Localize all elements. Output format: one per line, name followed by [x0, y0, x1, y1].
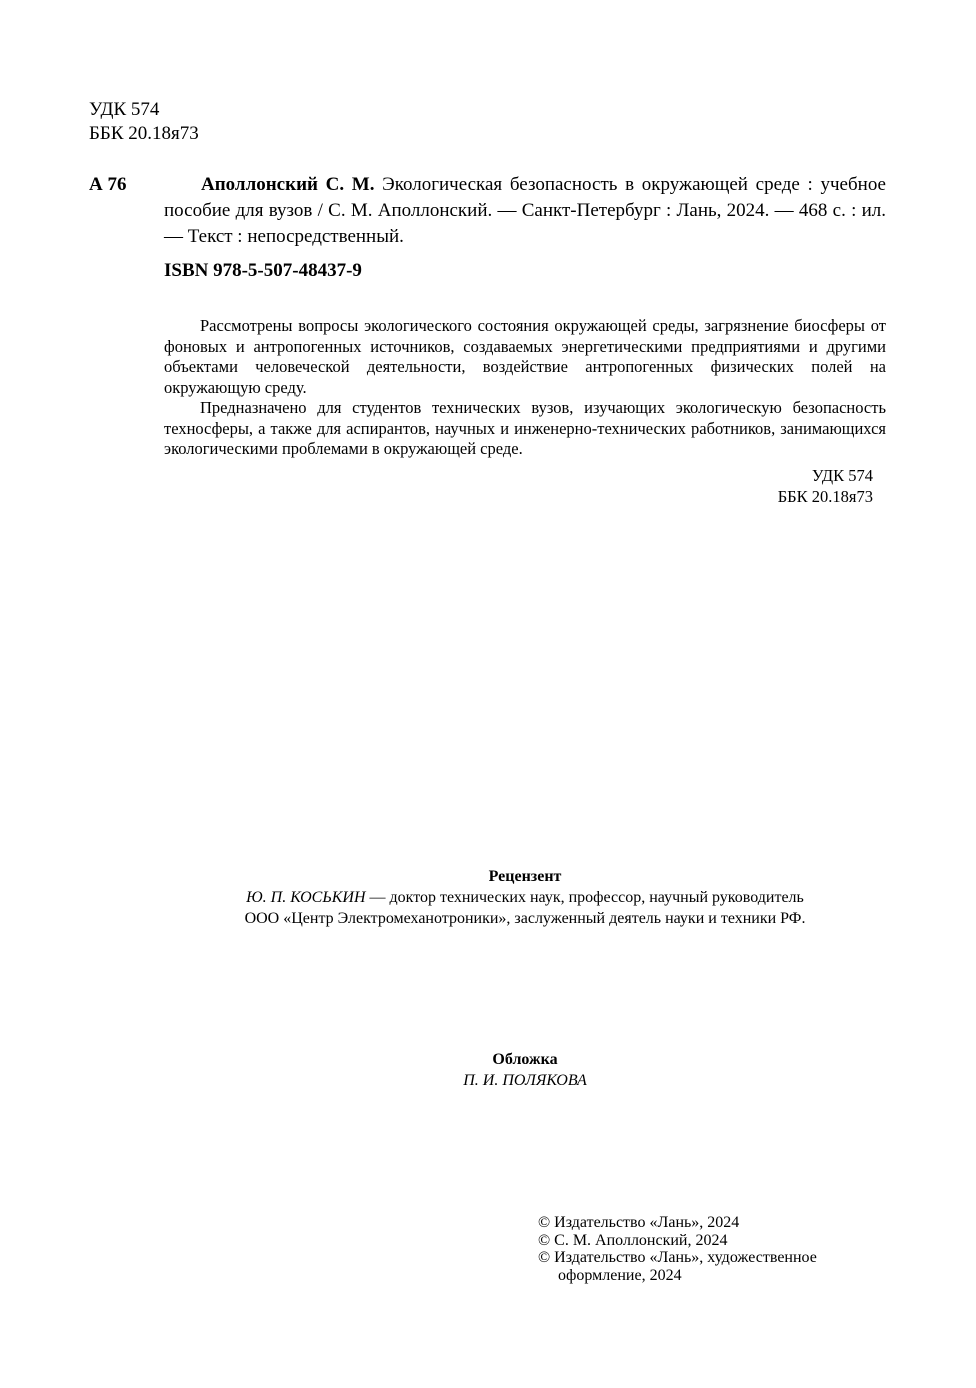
reviewer-name: Ю. П. КОСЬКИН	[246, 889, 366, 906]
bbk-code: ББК 20.18я73	[777, 486, 873, 506]
isbn: ISBN 978-5-507-48437-9	[164, 260, 362, 281]
udk-code: УДК 574	[811, 466, 873, 485]
classification-block-right	[778, 466, 873, 507]
bibliographic-record	[164, 172, 886, 250]
reviewer-credentials: — доктор технических наук, профессор, научный руководитель	[365, 889, 804, 906]
author-name: Аполлонский С. М.	[201, 174, 375, 195]
copyright-block	[538, 1214, 868, 1284]
reviewer-line	[164, 887, 886, 908]
copyright-line: © Издательство «Лань», художественное	[538, 1249, 817, 1266]
cover-designer-name: П. И. ПОЛЯКОВА	[463, 1072, 587, 1089]
author-mark: А 76	[89, 174, 127, 195]
abstract-paragraph: Предназначено для студентов технических вузов, изучающих экологическую безопасность техносферы, а также для аспирантов, научных и инженерно-технических работников, занимающихся экологическими проблемами в окружающей среде.	[164, 398, 886, 458]
bbk-code: ББК 20.18я73	[89, 123, 199, 144]
classification-block	[89, 98, 199, 146]
copyright-line: © Издательство «Лань», 2024	[538, 1214, 740, 1231]
copyright-line: оформление, 2024	[558, 1266, 682, 1284]
cover-credit-block	[164, 1049, 886, 1091]
copyright-line: © С. М. Аполлонский, 2024	[538, 1231, 728, 1249]
cover-heading: Обложка	[492, 1051, 558, 1068]
reviewer-affiliation: ООО «Центр Электромеханотроники», заслуженный деятель науки и техники РФ.	[244, 910, 806, 927]
reviewer-heading: Рецензент	[488, 868, 562, 885]
udk-code: УДК 574	[89, 99, 160, 120]
abstract-paragraph: Рассмотрены вопросы экологического состояния окружающей среды, загрязнение биосферы от фоновых и антропогенных источников, создаваемых энергетическими предприятиями и другими объектами человеческой деятельности, воздействие антропогенных физических полей на окружающую среду.	[164, 316, 886, 397]
bibliographic-description: Экологическая безопасность в окружающей среде : учебное пособие для вузов / С. М. Аполлонский. — Санкт-Петербург : Лань, 2024. — 468 с. : ил. — Текст : непосредственный.	[164, 174, 886, 247]
reviewer-block	[164, 866, 886, 929]
abstract	[164, 316, 886, 460]
